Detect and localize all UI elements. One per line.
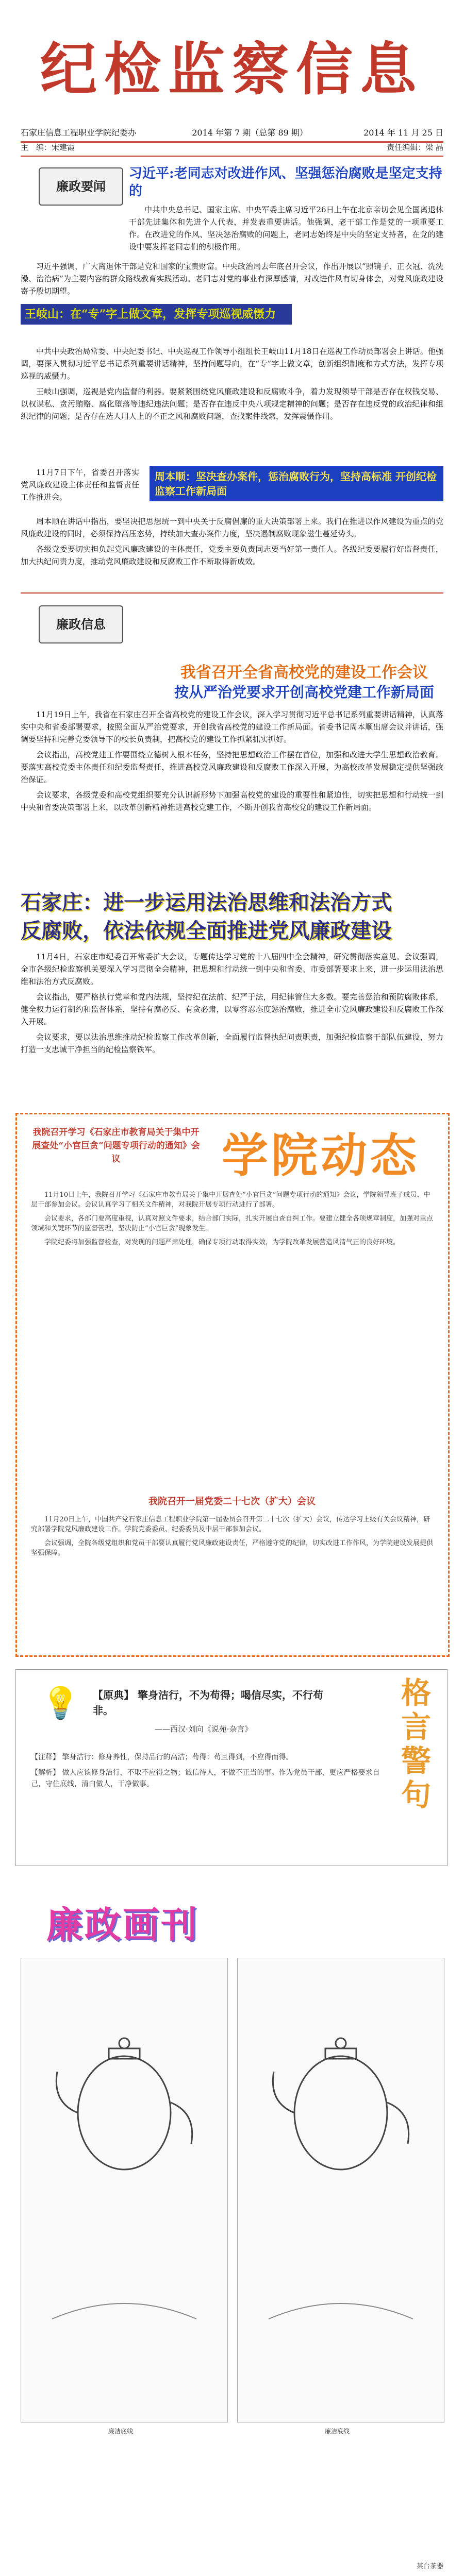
paragraph: 【解析】 做人应该修身洁行，不取不应得之物；诚信待人，不做不正当的事。作为党员干部，更应严格要求自己，守住底线，清白做人，干净做事。	[31, 1769, 380, 1788]
subheadline-party-building: 按从严治党要求开创高校党建工作新局面	[174, 684, 434, 701]
paragraph: 会议要求，各部门要高度重视，认真对照文件要求，结合部门实际，扎实开展自查自纠工作。要建立健全各项规章制度，加强对重点领域和关键环节的监督管理，坚决防止“小官巨贪”现象发生。	[31, 1215, 434, 1232]
teapot-cartoon-left	[21, 1958, 227, 2422]
headline-zhou: 周本顺：坚决查办案件，惩治腐败行为，坚持高标准 开创纪检监察工作新局面	[150, 466, 443, 501]
paragraph: 会议指出，要严格执行党章和党内法规，坚持纪在法前、纪严于法，用纪律管住大多数。要完善惩治和预防腐败体系，健全权力运行制约和监督体系，坚持有腐必反、有贪必肃，以零容忍态度惩治腐败，推进全市党风廉政建设和反腐败工作深入开展。	[21, 992, 443, 1026]
paragraph: 11月4日，石家庄市纪委召开常委扩大会议，专题传达学习党的十八届四中全会精神，研究贯彻落实意见。会议强调，全市各级纪检监察机关要深入学习贯彻全会精神，把思想和行动统一到中央和省委、市委部署要求上来，进一步运用法治思维和法治方式反腐败。	[21, 952, 443, 986]
side-note	[21, 466, 139, 503]
issue-number: 2014 年第 7 期（总第 89 期）	[192, 128, 308, 138]
paragraph: 11月19日上午，我省在石家庄召开全省高校党的建设工作会议，深入学习贯彻习近平总书记系列重要讲话精神，认真落实中央和省委部署要求，按照全面从严治党要求，开创我省高校党的建设工作新局面。省委书记周本顺出席会议并讲话，强调要坚持和完善党委领导下的校长负责制，把高校党的建设工作抓紧抓实抓好。	[21, 710, 443, 744]
article-party-committee	[31, 1515, 433, 1562]
headline-party-committee: 我院召开一届党委二十七次（扩大）会议	[148, 1496, 316, 1507]
lightbulb-icon: 💡	[41, 1685, 80, 1721]
paragraph: 中共中央总书记、国家主席、中央军委主席习近平26日上午在北京亲切会见全国离退休干部先进集体和先进个人代表，并发表重要讲话。他强调，老干部工作是党的一项重要工作。在改进党的作风、坚决惩治腐败的问题上，老同志始终是中央的坚定支持者，在党的建设中要发挥老同志们的积极作用。	[129, 205, 443, 251]
section-tag-info: 廉政信息	[39, 605, 123, 643]
maxim-quote: 【原典】 擎身洁行，不为苟得；喝信尽实，不行苟非。	[93, 1689, 323, 1717]
paragraph: 王岐山强调，巡视是党内监督的利器。要紧紧围绕党风廉政建设和反腐败斗争，着力发现领导干部是否存在权钱交易、以权谋私、贪污贿赂、腐化堕落等违纪违法问题；是否存在违反中央八项规定精神的问题；是否存在违反党的政治纪律和组织纪律的问题；是否存在选人用人上的不正之风和腐败问题，查找案件线索，发挥震慑作用。	[21, 387, 443, 421]
headline-shijiazhuang: 石家庄：进一步运用法治思维和法治方式	[21, 890, 392, 914]
maxim-title: 格言警句	[396, 1677, 431, 1813]
paragraph: 11月20日上午，中国共产党石家庄信息工程职业学院第一届委员会召开第二十七次（扩大）会议，传达学习上级有关会议精神，研究部署学院党风廉政建设工作。学院党委委员、纪委委员及中层干部参加会议。	[31, 1516, 430, 1533]
article-college-meeting	[31, 1190, 433, 1251]
article-party-building	[21, 708, 443, 817]
article-xi	[129, 204, 443, 256]
paragraph: 会议指出，高校党建工作要围绕立德树人根本任务，坚持把思想政治工作摆在首位，加强和改进大学生思想政治教育。要落实高校党委主体责任和纪委监督责任，推进高校党风廉政建设和反腐败工作深入开展，为高校改革发展稳定提供坚强政治保证。	[21, 750, 443, 784]
responsible-editor: 责任编辑：梁 晶	[387, 143, 443, 152]
cartoon-section-title: 廉政画刊	[46, 1903, 199, 1946]
cartoon-panel-right	[237, 1958, 444, 2422]
article-wang	[21, 345, 443, 426]
chief-editor: 主 编：宋建霞	[21, 143, 75, 152]
cartoon-caption-left: 廉洁底线	[108, 2428, 134, 2435]
article-xi-cont	[21, 260, 443, 300]
paragraph: 习近平强调，广大离退休干部是党和国家的宝贵财富。中央政治局去年底召开会议，作出开展以“照镜子、正衣冠、洗洗澡、治治病”为主要内容的群众路线教育实践活动。老同志对党的事业有深厚感情，对改进作风有切身体会，对党风廉政建设寄予殷切期望。	[21, 262, 443, 296]
headline-college-meeting: 我院召开学习《石家庄市教育局关于集中开展查处“小官巨贪”问题专项行动的通知》会议	[32, 1127, 200, 1164]
newsletter-title: 纪检监察信息	[40, 36, 424, 103]
issue-bar	[21, 126, 443, 143]
headline-shijiazhuang-2: 反腐败，依法依规全面推进党风廉政建设	[21, 919, 392, 943]
paragraph: 会议要求，各级党委和高校党组织要充分认识新形势下加强高校党的建设的重要性和紧迫性，切实把思想和行动统一到中央和省委决策部署上来，以改革创新精神推进高校党建工作，不断开创我省高校党的建设工作新局面。	[21, 790, 443, 812]
college-news-title: 学院动态	[222, 1128, 420, 1183]
paragraph: 【注释】 擎身洁行：修身养性，保持品行的高洁；苟得：苟且得到，不应得而得。	[31, 1753, 293, 1761]
editor-bar	[21, 142, 443, 152]
article-zhou	[21, 515, 443, 571]
paragraph: 会议要求，要以法治思维推动纪检监察工作改革创新，全面履行监督执纪问责职责，加强纪检监察干部队伍建设，努力打造一支忠诚干净担当的纪检监察铁军。	[21, 1032, 443, 1054]
headline-party-building: 我省召开全省高校党的建设工作会议	[180, 664, 428, 682]
org-name: 石家庄信息工程职业学院纪委办	[21, 128, 137, 138]
section-tag-news: 廉政要闻	[39, 167, 123, 206]
maxim-source: ——西汉·刘向《说苑·杂言》	[155, 1724, 253, 1734]
masthead	[0, 36, 464, 103]
paragraph: 各级党委要切实担负起党风廉政建设的主体责任，党委主要负责同志要当好第一责任人。各级纪委要履行好监督责任，加大执纪问责力度，推动党风廉政建设和反腐败工作不断取得新成效。	[21, 545, 443, 566]
paragraph: 11月10日上午，我院召开学习《石家庄市教育局关于集中开展查处“小官巨贪”问题专项行动的通知》会议，学院领导班子成员、中层干部参加会议。会议认真学习了相关文件精神，对我院开展专项行动进行了部署。	[31, 1191, 430, 1209]
divider	[21, 156, 443, 157]
cartoon-panel-left	[21, 1958, 228, 2422]
divider	[21, 592, 443, 594]
paragraph: 中共中央政治局常委、中央纪委书记、中央巡视工作领导小组组长王岐山11月18日在巡视工作动员部署会上讲话。他强调，要深入贯彻习近平总书记系列重要讲话精神，坚持问题导向，在“专”字上做文章，创新组织制度和方式方法，发挥专项巡视的威慑力。	[21, 347, 443, 381]
footer-note: 某台茶器	[416, 2563, 443, 2570]
headline-xi: 习近平:老同志对改进作风、坚强惩治腐败是坚定支持的	[129, 166, 442, 199]
maxim-notes	[31, 1752, 382, 1794]
article-shijiazhuang	[21, 951, 443, 1059]
issue-date: 2014 年 11 月 25 日	[363, 128, 443, 138]
side-note-text: 11月7日下午，省委召开落实党风廉政建设主体责任和监督责任工作推进会。	[21, 468, 139, 502]
paragraph: 会议强调，全院各级党组织和党员干部要认真履行党风廉政建设责任，严格遵守党的纪律，切实改进工作作风，为学院建设发展提供坚强保障。	[31, 1539, 434, 1557]
headline-wang: 王岐山：在“专”字上做文章，发挥专项巡视威慑力	[21, 304, 292, 325]
cartoon-caption-right: 廉洁底线	[325, 2428, 350, 2435]
paragraph: 周本顺在讲话中指出，要坚决把思想统一到中央关于反腐倡廉的重大决策部署上来。我们在推进以作风建设为重点的党风廉政建设的同时，必须保持高压态势，持续加大查办案件力度，坚决遏制腐败现象滋生蔓延势头。	[21, 517, 443, 538]
paragraph: 学院纪委将加强监督检查，对发现的问题严肃处理，确保专项行动取得实效，为学院改革发展营造风清气正的良好环境。	[44, 1239, 400, 1246]
teapot-cartoon-right	[238, 1958, 444, 2422]
